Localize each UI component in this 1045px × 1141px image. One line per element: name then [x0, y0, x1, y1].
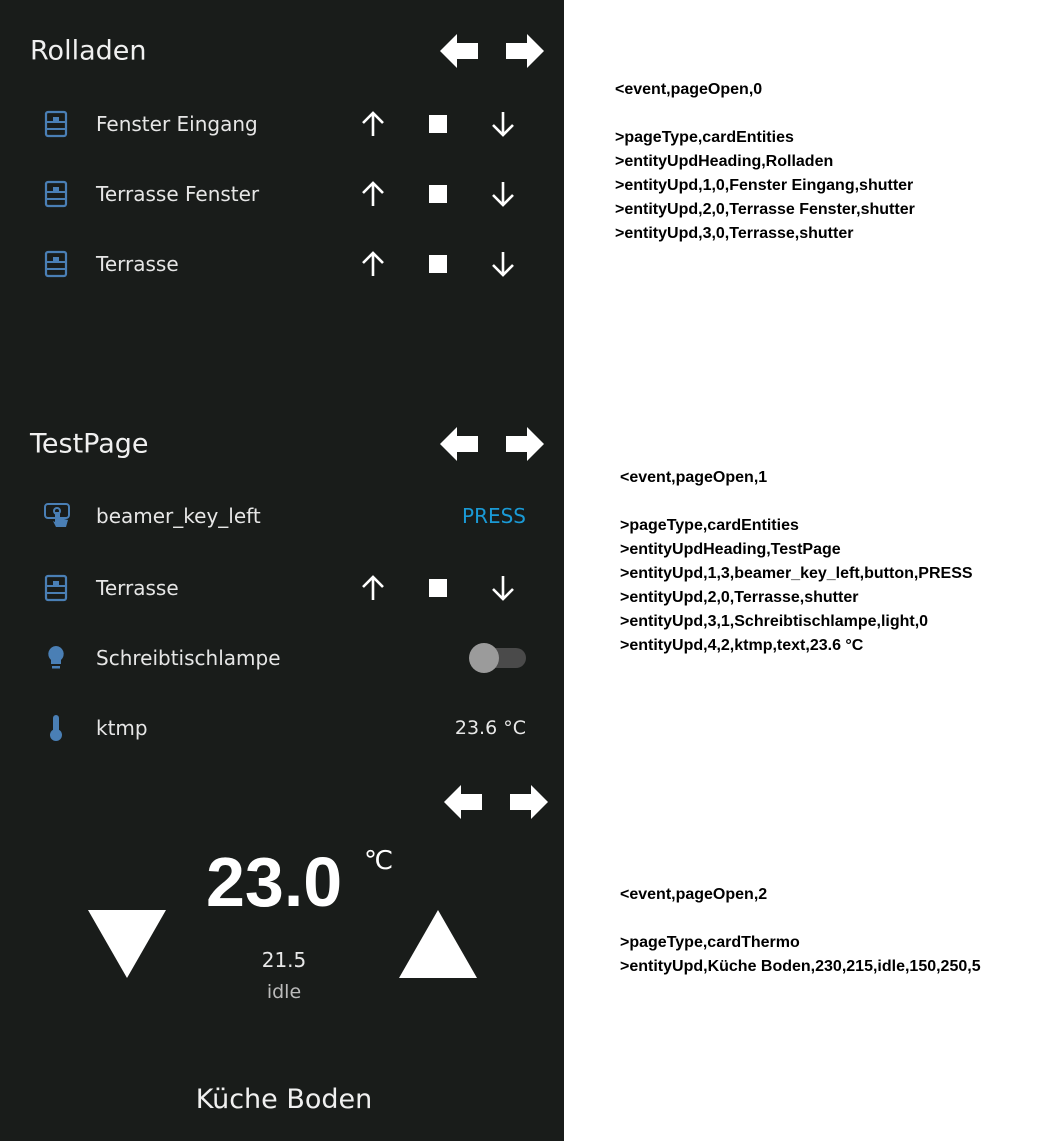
temperature-unit: ℃: [364, 846, 394, 876]
shutter-down-button[interactable]: [489, 180, 517, 208]
log-line: >entityUpd,2,0,Terrasse,shutter: [620, 589, 859, 606]
entity-label: Terrasse: [96, 576, 179, 600]
window-shutter-icon: [44, 250, 68, 278]
nav-right-button[interactable]: [504, 34, 544, 68]
nav-left-button[interactable]: [444, 785, 484, 819]
shutter-down-button[interactable]: [489, 574, 517, 602]
page-title: TestPage: [30, 428, 149, 460]
entity-label: beamer_key_left: [96, 504, 261, 528]
press-button[interactable]: PRESS: [462, 504, 526, 528]
thermostat-name: Küche Boden: [195, 1084, 373, 1115]
serial-log-block: [620, 883, 981, 979]
shutter-stop-button[interactable]: [424, 110, 452, 138]
log-line: >entityUpdHeading,TestPage: [620, 541, 841, 558]
shutter-up-button[interactable]: [359, 110, 387, 138]
shutter-stop-button[interactable]: [424, 574, 452, 602]
shutter-up-button[interactable]: [359, 180, 387, 208]
log-line: >pageType,cardThermo: [620, 934, 800, 951]
log-line: >entityUpd,1,0,Fenster Eingang,shutter: [615, 177, 914, 194]
log-line: >entityUpd,Küche Boden,230,215,idle,150,250,5: [620, 958, 981, 975]
log-line: >entityUpd,2,0,Terrasse Fenster,shutter: [615, 201, 915, 218]
shutter-up-button[interactable]: [359, 574, 387, 602]
log-line: >entityUpd,3,1,Schreibtischlampe,light,0: [620, 613, 929, 630]
nav-right-button[interactable]: [504, 427, 544, 461]
nav-left-button[interactable]: [440, 427, 480, 461]
light-toggle[interactable]: [468, 643, 528, 673]
gesture-tap-button-icon: [44, 502, 68, 530]
nav-right-button[interactable]: [508, 785, 548, 819]
entity-label: Terrasse: [96, 252, 179, 276]
entity-label: Terrasse Fenster: [96, 182, 260, 206]
shutter-up-button[interactable]: [359, 250, 387, 278]
temperature-down-button[interactable]: [86, 908, 168, 984]
log-line: >entityUpd,4,2,ktmp,text,23.6 °C: [620, 637, 864, 654]
thermometer-icon: [44, 714, 68, 742]
log-line: <event,pageOpen,1: [620, 469, 768, 486]
entity-value: 23.6 °C: [454, 717, 526, 739]
entity-label: Fenster Eingang: [96, 112, 258, 136]
shutter-down-button[interactable]: [489, 250, 517, 278]
current-temperature: 21.5: [261, 948, 307, 972]
shutter-stop-button[interactable]: [424, 180, 452, 208]
log-line: >pageType,cardEntities: [615, 129, 794, 146]
lightbulb-icon: [44, 644, 68, 672]
serial-log-block: [620, 466, 973, 658]
target-temperature: 23.0: [206, 843, 343, 921]
entity-label: Schreibtischlampe: [96, 646, 281, 670]
log-line: [615, 102, 915, 126]
shutter-down-button[interactable]: [489, 110, 517, 138]
hvac-state: idle: [266, 981, 302, 1003]
log-line: <event,pageOpen,2: [620, 886, 768, 903]
log-line: <event,pageOpen,0: [615, 81, 763, 98]
log-line: >entityUpdHeading,Rolladen: [615, 153, 834, 170]
page-title: Rolladen: [30, 35, 147, 67]
log-line: >entityUpd,1,3,beamer_key_left,button,PRESS: [620, 565, 973, 582]
serial-log-block: [615, 78, 915, 246]
window-shutter-icon: [44, 574, 68, 602]
entity-label: ktmp: [96, 716, 148, 740]
log-line: >entityUpd,3,0,Terrasse,shutter: [615, 225, 854, 242]
temperature-up-button[interactable]: [397, 908, 479, 984]
log-line: >pageType,cardEntities: [620, 517, 799, 534]
window-shutter-icon: [44, 180, 68, 208]
window-shutter-icon: [44, 110, 68, 138]
log-line: [620, 490, 973, 514]
shutter-stop-button[interactable]: [424, 250, 452, 278]
nav-left-button[interactable]: [440, 34, 480, 68]
log-line: [620, 907, 981, 931]
